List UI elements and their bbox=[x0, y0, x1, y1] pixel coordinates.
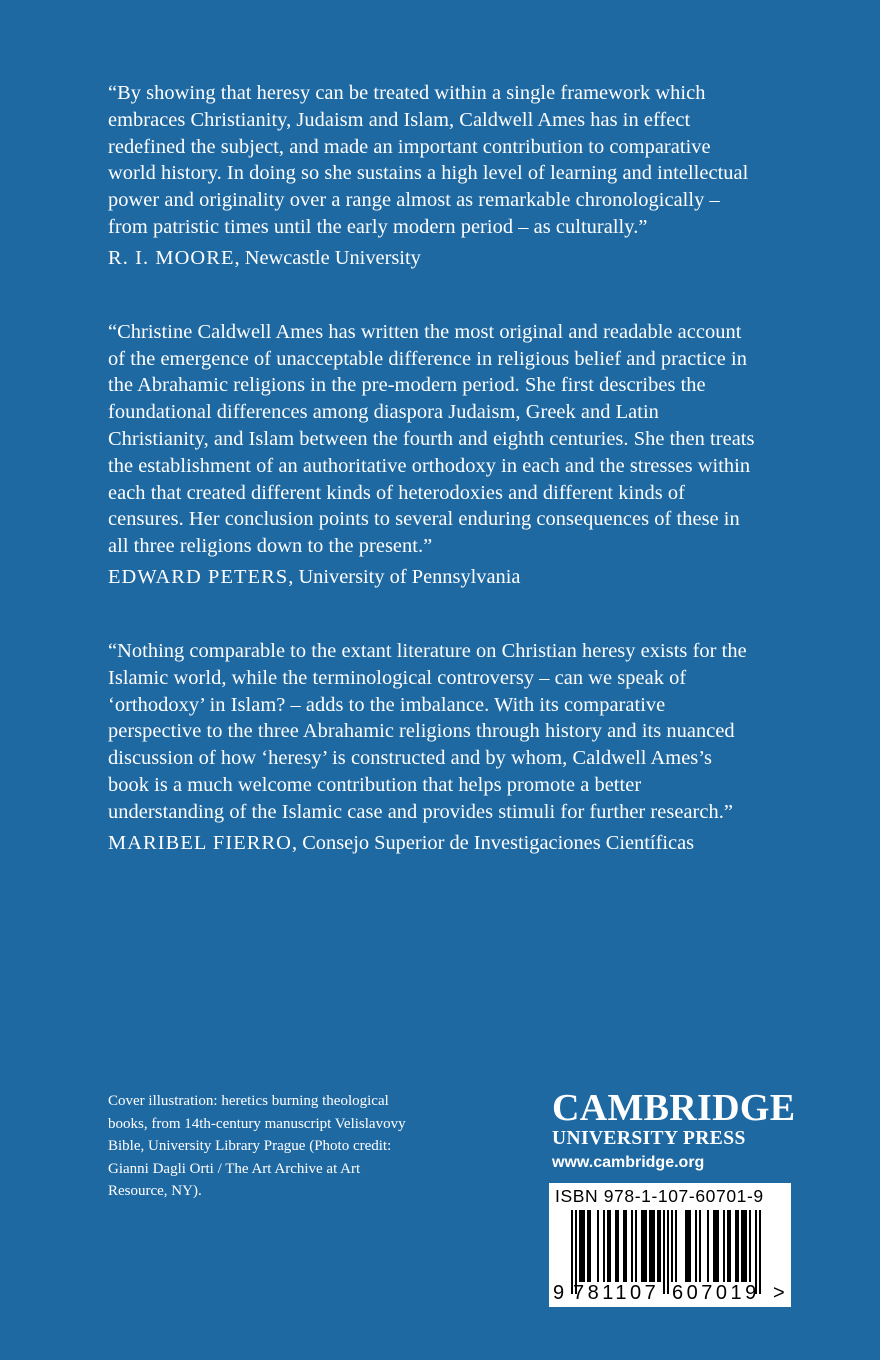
publisher-name: CAMBRIDGE bbox=[552, 1087, 796, 1129]
barcode-bar bbox=[745, 1210, 747, 1282]
reviewer-name: R. I. MOORE bbox=[108, 246, 235, 269]
blurb-quote-fierro: “Nothing comparable to the extant literature on Christian heresy exists for the Islamic world, while the terminological controversy – can we speak of ‘orthodoxy’ in Islam? – adds to the imbalance. With its comparative perspective to the three Abrahamic religions through history and its nuanced discussion of how ‘heresy’ is constructed and by whom, Caldwell Ames’s book is a much welcome contribution that helps promote a better understanding of the Islamic case and provides stimuli for further research.” bbox=[108, 639, 747, 823]
barcode-bar bbox=[643, 1210, 645, 1282]
barcode-leading-digit: 9 bbox=[553, 1282, 565, 1304]
barcode-bar bbox=[687, 1210, 689, 1282]
barcode-bar bbox=[671, 1210, 673, 1282]
barcode-bar bbox=[715, 1210, 717, 1282]
barcode-bar bbox=[583, 1210, 585, 1282]
barcode-bar bbox=[609, 1210, 611, 1282]
barcode-bar bbox=[735, 1210, 737, 1282]
blurb-attribution-fierro bbox=[108, 830, 758, 857]
barcode-bar bbox=[685, 1210, 687, 1282]
barcode-bar bbox=[603, 1210, 605, 1282]
barcode-bar bbox=[707, 1210, 709, 1282]
barcode-bar bbox=[625, 1210, 627, 1282]
blurb-attribution-peters bbox=[108, 564, 758, 591]
barcode-bar bbox=[581, 1210, 583, 1282]
barcode-bar bbox=[617, 1210, 619, 1282]
barcode-bar bbox=[689, 1210, 691, 1282]
barcode-bar bbox=[737, 1210, 739, 1282]
barcode-bar bbox=[589, 1210, 591, 1282]
barcode-bar bbox=[645, 1210, 647, 1282]
isbn-barcode bbox=[549, 1183, 791, 1307]
reviewer-affiliation: , Newcastle University bbox=[234, 246, 421, 269]
barcode-bar bbox=[607, 1210, 609, 1282]
reviewer-name: MARIBEL FIERRO bbox=[108, 831, 293, 854]
barcode-bar bbox=[635, 1210, 637, 1282]
blurb-attribution-moore bbox=[108, 245, 758, 272]
reviewer-name: EDWARD PETERS bbox=[108, 565, 289, 588]
reviewer-affiliation: , Consejo Superior de Investigaciones Científicas bbox=[292, 831, 695, 854]
barcode-digits bbox=[549, 1281, 791, 1305]
barcode-bar bbox=[729, 1210, 731, 1282]
endorsements bbox=[108, 80, 758, 857]
barcode-bar bbox=[651, 1210, 653, 1282]
barcode-right-group: 607019 bbox=[672, 1282, 760, 1304]
barcode-bar bbox=[749, 1210, 751, 1282]
barcode-bar bbox=[653, 1210, 655, 1282]
barcode-bar bbox=[695, 1210, 697, 1282]
isbn-label: ISBN 978-1-107-60701-9 bbox=[555, 1186, 764, 1206]
blurb-quote-moore: “By showing that heresy can be treated within a single framework which embraces Christianity, Judaism and Islam, Caldwell Ames has in effect redefined the subject, and made an important contribution to comparative world history. In doing so she sustains a high level of learning and intellectual power and originality over a range almost as remarkable chronologically – from patristic times until the early modern period – as culturally.” bbox=[108, 82, 749, 238]
barcode-bar bbox=[723, 1210, 725, 1282]
barcode-bar bbox=[615, 1210, 617, 1282]
barcode-bar bbox=[717, 1210, 719, 1282]
barcode-bar bbox=[649, 1210, 651, 1282]
barcode-bar bbox=[743, 1210, 745, 1282]
barcode-bar bbox=[579, 1210, 581, 1282]
barcode-bar bbox=[699, 1210, 701, 1282]
barcode-bar bbox=[641, 1210, 643, 1282]
barcode-bar bbox=[713, 1210, 715, 1282]
publisher-logo bbox=[552, 1088, 802, 1174]
barcode-bar bbox=[727, 1210, 729, 1282]
cover-illustration-credit: Cover illustration: heretics burning theological books, from 14th-century manuscript Velislavovy Bible, University Library Prague (Photo credit: Gianni Dagli Orti / The Art Archive at Art Resource, NY). bbox=[108, 1093, 406, 1199]
reviewer-affiliation: , University of Pennsylvania bbox=[288, 565, 521, 588]
barcode-bar bbox=[623, 1210, 625, 1282]
barcode-left-group: 781107 bbox=[573, 1282, 660, 1304]
barcode-quiet-mark: > bbox=[773, 1282, 785, 1304]
barcode-bar bbox=[587, 1210, 589, 1282]
barcode-bar bbox=[741, 1210, 743, 1282]
publisher-url: www.cambridge.org bbox=[552, 1154, 705, 1171]
barcode-bar bbox=[675, 1210, 677, 1282]
blurb-quote-peters: “Christine Caldwell Ames has written the most original and readable account of the emergence of unacceptable difference in religious belief and practice in the Abrahamic religions in the pre-modern period. She first describes the foundational differences among diaspora Judaism, Greek and Latin Christianity, and Islam between the fourth and eighth centuries. She then treats the establishment of an authoritative orthodoxy in each and the stresses within each that created different kinds of heterodoxies and different kinds of censures. Her conclusion points to several enduring consequences of these in all three religions down to the present.” bbox=[108, 320, 755, 558]
publisher-subtitle: UNIVERSITY PRESS bbox=[552, 1128, 746, 1149]
barcode-bar bbox=[597, 1210, 599, 1282]
barcode-bar bbox=[659, 1210, 661, 1282]
barcode-bar bbox=[657, 1210, 659, 1282]
barcode-bar bbox=[631, 1210, 633, 1282]
